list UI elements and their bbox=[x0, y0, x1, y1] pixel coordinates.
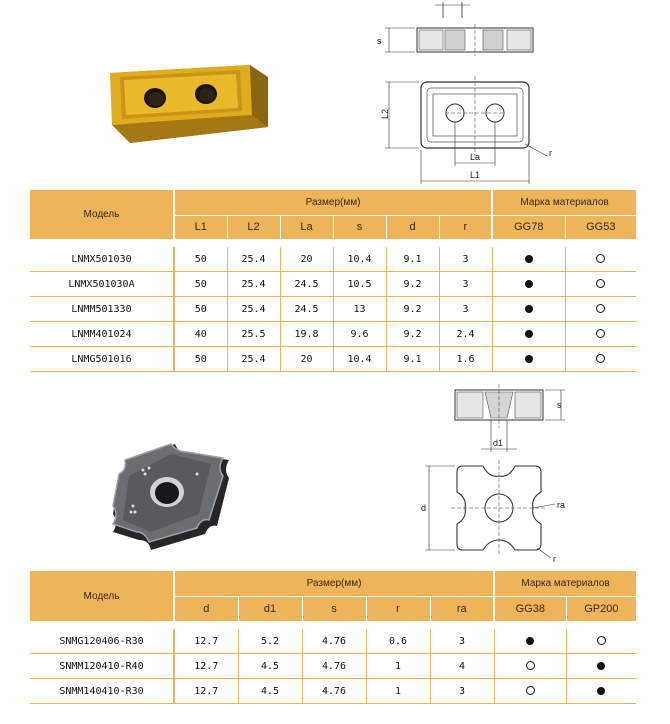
value-cell: 10.4 bbox=[333, 247, 386, 272]
col-header: r bbox=[366, 596, 430, 621]
value-cell: 9.1 bbox=[386, 347, 439, 372]
value-cell: 3 bbox=[430, 679, 494, 704]
grade-cell bbox=[565, 272, 636, 297]
value-cell: 3 bbox=[439, 272, 492, 297]
filled-circle-icon bbox=[525, 305, 533, 313]
value-cell: 24.5 bbox=[280, 297, 333, 322]
empty-circle-icon bbox=[596, 254, 605, 263]
table-row bbox=[30, 629, 636, 654]
value-cell: 9.6 bbox=[333, 322, 386, 347]
grade-col-header: GG38 bbox=[494, 596, 566, 621]
dim-L1-label: L1 bbox=[470, 170, 481, 180]
grade-col-header: GP200 bbox=[566, 596, 636, 621]
gold-insert-image bbox=[100, 55, 270, 155]
table-lnm-inserts bbox=[30, 190, 636, 372]
value-cell: 50 bbox=[174, 272, 227, 297]
dim-d-label: d bbox=[421, 503, 427, 513]
value-cell: 4.5 bbox=[238, 679, 302, 704]
grade-col-header: GG53 bbox=[565, 215, 636, 239]
filled-circle-icon bbox=[525, 355, 533, 363]
grade-cell bbox=[492, 347, 565, 372]
grade-cell bbox=[492, 272, 565, 297]
dim-r-label: r bbox=[549, 148, 552, 158]
value-cell: 12.7 bbox=[174, 629, 238, 654]
value-cell: 50 bbox=[174, 347, 227, 372]
value-cell: 20 bbox=[280, 347, 333, 372]
value-cell: 10.4 bbox=[333, 347, 386, 372]
dim-La-label: La bbox=[470, 152, 481, 162]
value-cell: 12.7 bbox=[174, 679, 238, 704]
value-cell: 9.2 bbox=[386, 322, 439, 347]
model-cell: LNMM401024 bbox=[30, 322, 174, 347]
empty-circle-icon bbox=[596, 354, 605, 363]
grade-cell bbox=[566, 679, 636, 704]
value-cell: 2.4 bbox=[439, 322, 492, 347]
col-header: L2 bbox=[227, 215, 280, 239]
value-cell: 3 bbox=[439, 297, 492, 322]
value-cell: 10.5 bbox=[333, 272, 386, 297]
grade-header: Марка материалов bbox=[492, 190, 636, 215]
empty-circle-icon bbox=[526, 661, 535, 670]
value-cell: 4.76 bbox=[302, 629, 366, 654]
grade-cell bbox=[494, 654, 566, 679]
value-cell: 50 bbox=[174, 247, 227, 272]
value-cell: 5.2 bbox=[238, 629, 302, 654]
col-header: La bbox=[280, 215, 333, 239]
size-header-2: Размер(мм) bbox=[174, 571, 494, 596]
col-header: d bbox=[174, 596, 238, 621]
col-header: ra bbox=[430, 596, 494, 621]
table-snm-inserts bbox=[30, 571, 636, 704]
value-cell: 25.4 bbox=[227, 347, 280, 372]
grade-cell bbox=[492, 297, 565, 322]
table-row bbox=[30, 322, 636, 347]
value-cell: 4 bbox=[430, 654, 494, 679]
model-cell: SNMM140410-R30 bbox=[30, 679, 174, 704]
dim-s-label: s bbox=[377, 36, 382, 46]
table-row bbox=[30, 297, 636, 322]
dim-r-label-2: r bbox=[553, 554, 556, 564]
empty-circle-icon bbox=[596, 279, 605, 288]
filled-circle-icon bbox=[597, 662, 605, 670]
model-cell: LNMM501330 bbox=[30, 297, 174, 322]
gray-insert-image bbox=[105, 440, 245, 555]
model-header: Модель bbox=[30, 190, 174, 239]
value-cell: 1 bbox=[366, 654, 430, 679]
model-cell: LNMX501030A bbox=[30, 272, 174, 297]
empty-circle-icon bbox=[596, 304, 605, 313]
grade-cell bbox=[565, 322, 636, 347]
technical-drawing-square bbox=[415, 380, 585, 570]
value-cell: 12.7 bbox=[174, 654, 238, 679]
value-cell: 13 bbox=[333, 297, 386, 322]
grade-cell bbox=[494, 629, 566, 654]
filled-circle-icon bbox=[526, 637, 534, 645]
empty-circle-icon bbox=[597, 636, 606, 645]
col-header: d bbox=[386, 215, 439, 239]
value-cell: 20 bbox=[280, 247, 333, 272]
model-cell: SNMG120406-R30 bbox=[30, 629, 174, 654]
grade-cell bbox=[565, 297, 636, 322]
grade-header-2: Марка материалов bbox=[494, 571, 636, 596]
col-header: d1 bbox=[238, 596, 302, 621]
value-cell: 25.5 bbox=[227, 322, 280, 347]
filled-circle-icon bbox=[525, 330, 533, 338]
model-cell: LNMG501016 bbox=[30, 347, 174, 372]
value-cell: 0.6 bbox=[366, 629, 430, 654]
grade-cell bbox=[566, 629, 636, 654]
empty-circle-icon bbox=[526, 686, 535, 695]
grade-cell bbox=[492, 247, 565, 272]
table-row bbox=[30, 272, 636, 297]
col-header: L1 bbox=[174, 215, 227, 239]
table-row bbox=[30, 654, 636, 679]
col-header: r bbox=[439, 215, 492, 239]
empty-circle-icon bbox=[596, 329, 605, 338]
value-cell: 9.1 bbox=[386, 247, 439, 272]
table-row bbox=[30, 679, 636, 704]
value-cell: 40 bbox=[174, 322, 227, 347]
value-cell: 25.4 bbox=[227, 272, 280, 297]
dim-s-label-2: s bbox=[557, 400, 562, 410]
grade-col-header: GG78 bbox=[492, 215, 565, 239]
grade-cell bbox=[492, 322, 565, 347]
filled-circle-icon bbox=[597, 687, 605, 695]
value-cell: 25.4 bbox=[227, 247, 280, 272]
grade-cell bbox=[494, 679, 566, 704]
grade-cell bbox=[566, 654, 636, 679]
size-header: Размер(мм) bbox=[174, 190, 492, 215]
col-header: s bbox=[333, 215, 386, 239]
value-cell: 25.4 bbox=[227, 297, 280, 322]
value-cell: 3 bbox=[439, 247, 492, 272]
dim-d1-label: d1 bbox=[493, 438, 504, 448]
grade-cell bbox=[565, 247, 636, 272]
value-cell: 24.5 bbox=[280, 272, 333, 297]
dim-ra-label: ra bbox=[557, 500, 566, 510]
value-cell: 19.8 bbox=[280, 322, 333, 347]
model-cell: LNMX501030 bbox=[30, 247, 174, 272]
model-header-2: Модель bbox=[30, 571, 174, 621]
model-cell: SNMM120410-R40 bbox=[30, 654, 174, 679]
value-cell: 1.6 bbox=[439, 347, 492, 372]
value-cell: 3 bbox=[430, 629, 494, 654]
col-header: s bbox=[302, 596, 366, 621]
filled-circle-icon bbox=[525, 255, 533, 263]
value-cell: 50 bbox=[174, 297, 227, 322]
value-cell: 4.76 bbox=[302, 654, 366, 679]
filled-circle-icon bbox=[525, 280, 533, 288]
value-cell: 4.5 bbox=[238, 654, 302, 679]
grade-cell bbox=[565, 347, 636, 372]
value-cell: 1 bbox=[366, 679, 430, 704]
table-row bbox=[30, 347, 636, 372]
value-cell: 9.2 bbox=[386, 272, 439, 297]
dim-L2-label: L2 bbox=[380, 108, 390, 119]
technical-drawing-rect bbox=[375, 0, 575, 190]
value-cell: 9.2 bbox=[386, 297, 439, 322]
table-row bbox=[30, 247, 636, 272]
value-cell: 4.76 bbox=[302, 679, 366, 704]
